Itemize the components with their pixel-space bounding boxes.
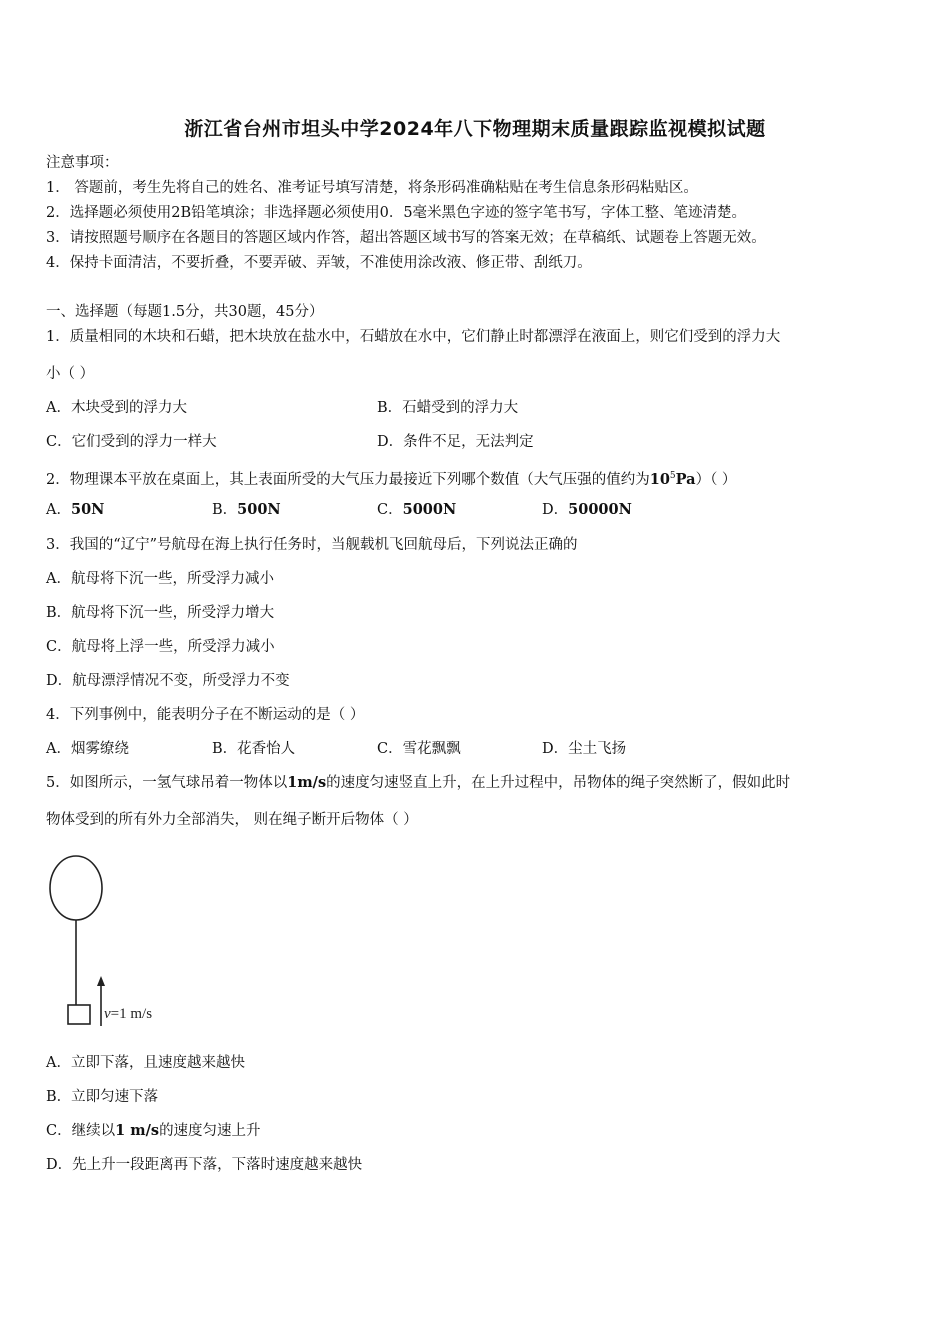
q2-option-c	[377, 500, 456, 520]
q3-option-a: A．航母将下沉一些，所受浮力减小	[46, 571, 274, 587]
arrow-up-icon	[97, 976, 105, 986]
q2-option-d-value: 50000N	[568, 501, 632, 518]
q2-option-b-label: B．	[212, 502, 238, 518]
notice-item-2: 2．选择题必须使用2B铅笔填涂；非选择题必须使用0．5毫米黑色字迹的签字笔书写，字体工整、笔迹清楚。	[46, 205, 747, 221]
q4-stem: 4．下列事例中，能表明分子在不断运动的是（ ）	[46, 707, 365, 723]
q5-stem-text-end: 的速度匀速竖直上升，在上升过程中，吊物体的绳子突然断了，假如此时	[326, 775, 791, 791]
q2-stem-unit: Pa	[675, 470, 696, 488]
q5-stem-line1	[46, 773, 790, 793]
q2-option-c-value: 5000N	[402, 501, 457, 518]
q3-option-c: C．航母将上浮一些，所受浮力减小	[46, 639, 275, 655]
balloon-figure	[44, 848, 204, 1030]
notice-item-3: 3．请按照题号顺序在各题目的答题区域内作答，超出答题区域书写的答案无效；在草稿纸、试题卷上答题无效。	[46, 230, 766, 246]
q5-option-c-speed: 1 m/s	[115, 1122, 160, 1139]
object-box	[68, 1005, 90, 1024]
q2-option-a	[46, 500, 104, 520]
q3-option-b: B．航母将下沉一些，所受浮力增大	[46, 605, 275, 621]
q2-stem-num: 10	[649, 470, 670, 488]
q4-option-d: D．尘土飞扬	[542, 741, 627, 757]
q5-option-c-text: C．继续以	[46, 1123, 116, 1139]
q2-option-c-label: C．	[377, 502, 403, 518]
notice-heading: 注意事项：	[46, 155, 119, 171]
q1-stem-line1: 1．质量相同的木块和石蜡，把木块放在盐水中，石蜡放在水中，它们静止时都漂浮在液面上，则它们受到的浮力大	[46, 329, 781, 345]
q2-stem-end: ）（ ）	[695, 471, 737, 488]
q1-option-b: B．石蜡受到的浮力大	[377, 400, 519, 416]
q5-option-a: A．立即下落，且速度越来越快	[46, 1055, 245, 1071]
q5-option-d: D．先上升一段距离再下落，下落时速度越来越快	[46, 1157, 363, 1173]
q2-option-d	[542, 500, 632, 520]
q4-option-c: C．雪花飘飘	[377, 741, 461, 757]
velocity-value: =1 m/s	[110, 1006, 153, 1022]
velocity-symbol: v	[104, 1006, 111, 1022]
q5-option-c	[46, 1121, 261, 1141]
q5-stem-text: 5．如图所示，一氢气球吊着一物体以	[46, 775, 288, 791]
section-heading: 一、选择题（每题1.5分，共30题，45分）	[46, 304, 324, 320]
notice-item-1: 1． 答题前，考生先将自己的姓名、准考证号填写清楚，将条形码准确粘贴在考生信息条形码粘贴区。	[46, 180, 698, 196]
q2-option-b-value: 500N	[237, 501, 281, 518]
q2-option-b	[212, 500, 281, 520]
q2-option-d-label: D．	[542, 502, 569, 518]
balloon-icon	[50, 856, 102, 920]
q2-stem	[46, 466, 736, 490]
q2-option-a-value: 50N	[70, 501, 105, 518]
q2-stem-text: 2．物理课本平放在桌面上，其上表面所受的大气压力最接近下列哪个数值（大气压强的值约为	[46, 471, 650, 488]
q1-option-c: C．它们受到的浮力一样大	[46, 434, 217, 450]
q5-stem-speed: 1m/s	[287, 774, 327, 791]
q1-option-a: A．木块受到的浮力大	[46, 400, 187, 416]
q1-stem-line2: 小（ ）	[46, 366, 95, 382]
velocity-label	[104, 1006, 152, 1022]
q2-stem-exp: 5	[669, 471, 676, 481]
q5-option-b: B．立即匀速下落	[46, 1089, 159, 1105]
notice-item-4: 4．保持卡面清洁，不要折叠，不要弄破、弄皱，不准使用涂改液、修正带、刮纸刀。	[46, 255, 592, 271]
q5-option-c-text-end: 的速度匀速上升	[159, 1123, 261, 1139]
q3-option-d: D．航母漂浮情况不变，所受浮力不变	[46, 673, 290, 689]
q1-option-d: D．条件不足，无法判定	[377, 434, 534, 450]
q3-stem: 3．我国的“辽宁”号航母在海上执行任务时，当舰载机飞回航母后，下列说法正确的	[46, 537, 578, 553]
q2-option-a-label: A．	[46, 502, 71, 518]
q4-option-b: B．花香怡人	[212, 741, 296, 757]
page-title: 浙江省台州市坦头中学2024年八下物理期末质量跟踪监视模拟试题	[184, 118, 766, 140]
q4-option-a: A．烟雾缭绕	[46, 741, 129, 757]
q5-stem-line2: 物体受到的所有外力全部消失， 则在绳子断开后物体（ ）	[46, 812, 418, 828]
